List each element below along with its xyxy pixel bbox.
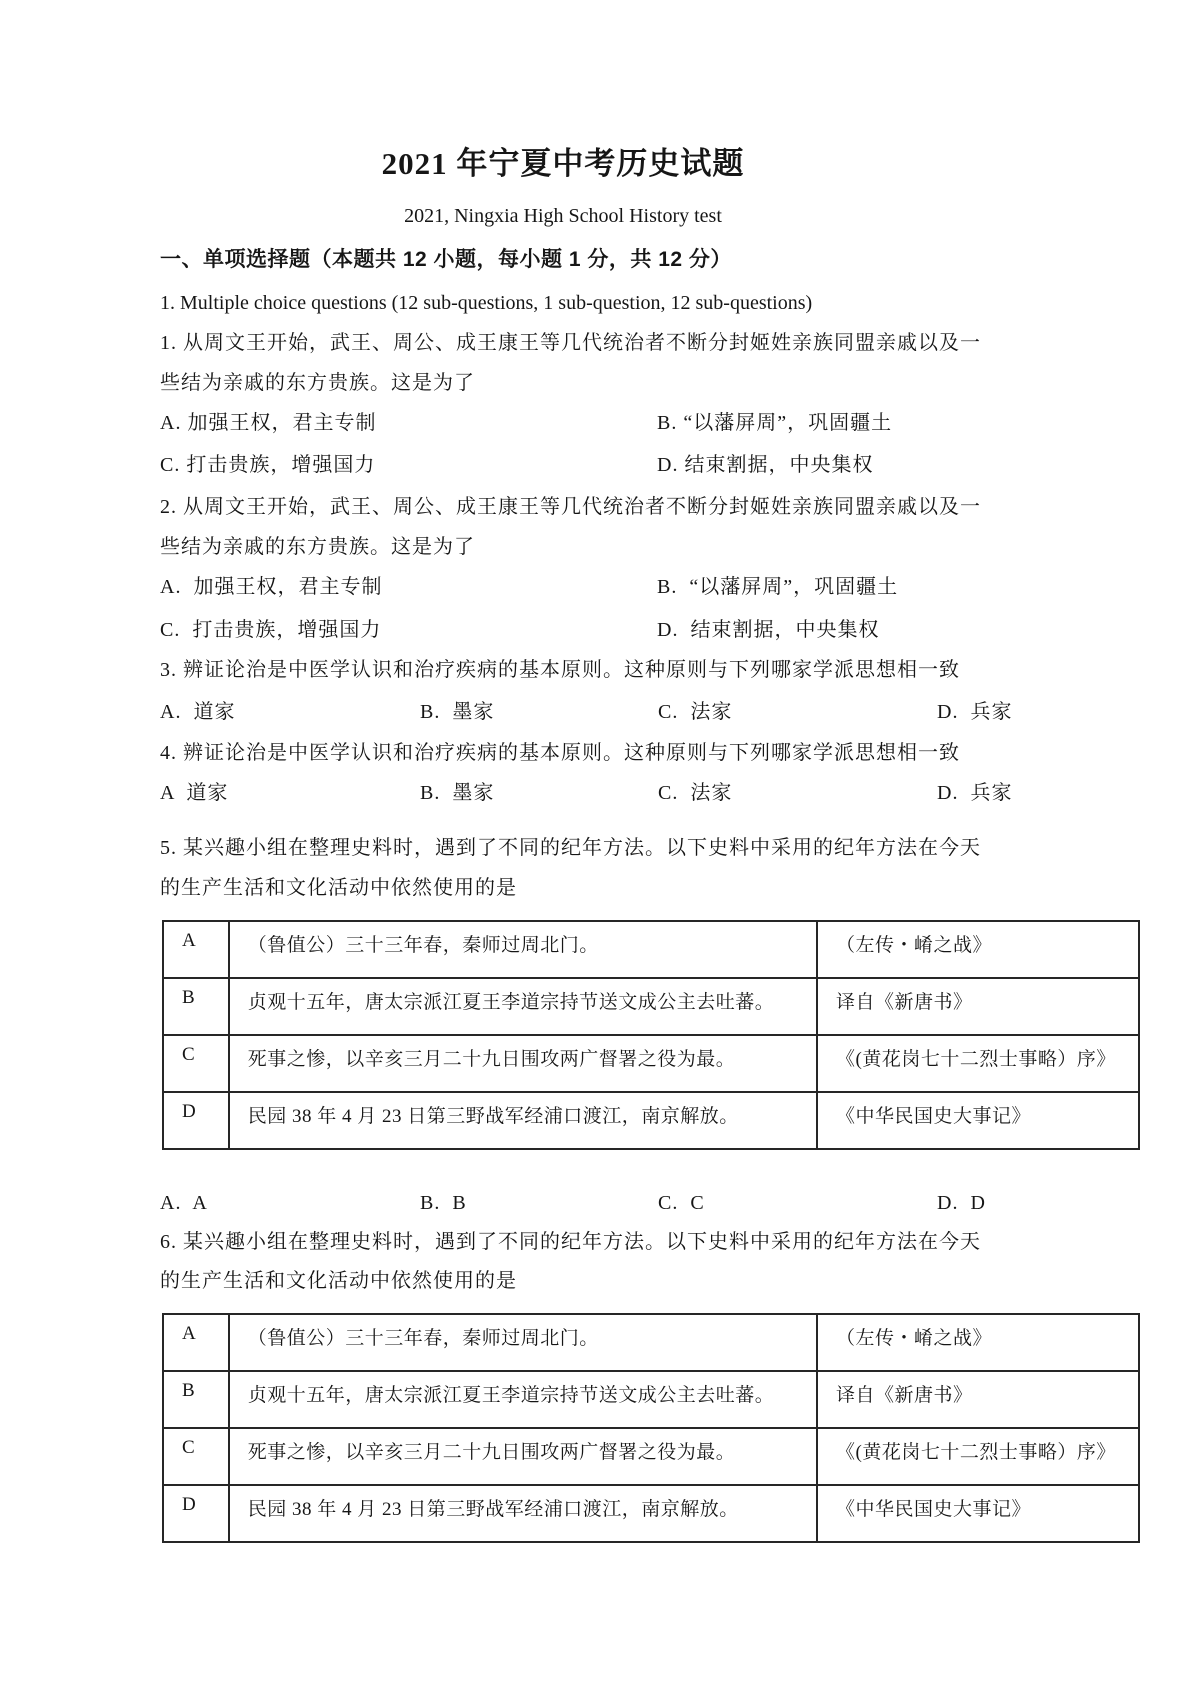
question-3-option-d: D. 兵家 bbox=[937, 701, 1013, 723]
source-text-cell: 死事之惨，以辛亥三月二十九日围攻两广督署之役为最。 bbox=[229, 1428, 817, 1485]
citation-cell: 译自《新唐书》 bbox=[817, 1371, 1139, 1428]
question-3-option-a: A. 道家 bbox=[160, 701, 236, 723]
question-2-options-cd bbox=[160, 610, 1120, 650]
question-4-option-b: B. 墨家 bbox=[420, 782, 495, 804]
question-5-text-line-2: 的生产生活和文化活动中依然使用的是 bbox=[160, 877, 517, 899]
citation-cell: 《中华民国史大事记》 bbox=[817, 1485, 1139, 1542]
source-text-cell: 死事之惨，以辛亥三月二十九日围攻两广督署之役为最。 bbox=[229, 1035, 817, 1092]
question-1-text-line-2: 些结为亲戚的东方贵族。这是为了 bbox=[160, 372, 475, 394]
question-3-option-c: C. 法家 bbox=[658, 701, 733, 723]
page-title: 2021 年宁夏中考历史试题 bbox=[381, 146, 745, 181]
question-2-option-c: C. 打击贵族，增强国力 bbox=[160, 619, 382, 641]
source-text-cell: 贞观十五年，唐太宗派江夏王李道宗持节送文成公主去吐蕃。 bbox=[229, 978, 817, 1035]
citation-cell: 译自《新唐书》 bbox=[817, 978, 1139, 1035]
section-heading: 一、单项选择题（本题共 12 小题，每小题 1 分，共 12 分） bbox=[160, 248, 732, 271]
question-5-text-line-1: 5. 某兴趣小组在整理史料时，遇到了不同的纪年方法。以下史料中采用的纪年方法在今天 bbox=[160, 837, 981, 859]
source-text-cell: （鲁值公）三十三年春，秦师过周北门。 bbox=[229, 921, 817, 978]
question-2-text-line-1: 2. 从周文王开始，武王、周公、成王康王等几代统治者不断分封姬姓亲族同盟亲戚以及一 bbox=[160, 496, 981, 518]
question-2-options-ab bbox=[160, 567, 1120, 607]
question-2-option-b: B. “以藩屏周”，巩固疆土 bbox=[657, 576, 899, 598]
question-1-option-a: A. 加强王权，君主专制 bbox=[160, 412, 377, 434]
question-6-text-line-2: 的生产生活和文化活动中依然使用的是 bbox=[160, 1270, 517, 1292]
question-5-option-b: B. B bbox=[420, 1192, 467, 1214]
question-4-options bbox=[160, 773, 1120, 813]
question-1-options-cd bbox=[160, 445, 1120, 485]
table-row bbox=[163, 1371, 1139, 1428]
table-row bbox=[163, 921, 1139, 978]
source-text-cell: （鲁值公）三十三年春，秦师过周北门。 bbox=[229, 1314, 817, 1371]
citation-cell: （左传・崤之战》 bbox=[817, 921, 1139, 978]
question-5-option-a: A. A bbox=[160, 1192, 208, 1214]
question-1-text-line-1: 1. 从周文王开始，武王、周公、成王康王等几代统治者不断分封姬姓亲族同盟亲戚以及一 bbox=[160, 332, 981, 354]
row-label-cell: A bbox=[163, 921, 229, 978]
citation-cell: 《(黄花岗七十二烈士事略）序》 bbox=[817, 1428, 1139, 1485]
question-6-source-table bbox=[162, 1313, 1140, 1543]
citation-cell: （左传・崤之战》 bbox=[817, 1314, 1139, 1371]
question-1-options-ab bbox=[160, 403, 1120, 443]
row-label-cell: A bbox=[163, 1314, 229, 1371]
table-row bbox=[163, 978, 1139, 1035]
question-1-option-b: B. “以藩屏周”，巩固疆土 bbox=[657, 412, 893, 434]
row-label-cell: C bbox=[163, 1035, 229, 1092]
question-4-option-d: D. 兵家 bbox=[937, 782, 1013, 804]
question-5-option-d: D. D bbox=[937, 1192, 986, 1214]
page-subtitle: 2021, Ningxia High School History test bbox=[404, 205, 722, 227]
row-label-cell: D bbox=[163, 1485, 229, 1542]
row-label-cell: D bbox=[163, 1092, 229, 1149]
table-row bbox=[163, 1092, 1139, 1149]
question-3-options bbox=[160, 692, 1120, 732]
citation-cell: 《中华民国史大事记》 bbox=[817, 1092, 1139, 1149]
table-row bbox=[163, 1485, 1139, 1542]
question-2-option-d: D. 结束割据，中央集权 bbox=[657, 619, 880, 641]
question-3-text: 3. 辨证论治是中医学认识和治疗疾病的基本原则。这种原则与下列哪家学派思想相一致 bbox=[160, 659, 960, 681]
question-2-option-a: A. 加强王权，君主专制 bbox=[160, 576, 383, 598]
question-4-option-a: A 道家 bbox=[160, 782, 229, 804]
source-text-cell: 民园 38 年 4 月 23 日第三野战军经浦口渡江，南京解放。 bbox=[229, 1485, 817, 1542]
table-row bbox=[163, 1428, 1139, 1485]
source-text-cell: 贞观十五年，唐太宗派江夏王李道宗持节送文成公主去吐蕃。 bbox=[229, 1371, 817, 1428]
row-label-cell: B bbox=[163, 1371, 229, 1428]
question-5-answer-options bbox=[160, 1183, 1120, 1223]
question-5-source-table bbox=[162, 920, 1140, 1150]
row-label-cell: C bbox=[163, 1428, 229, 1485]
question-3-option-b: B. 墨家 bbox=[420, 701, 495, 723]
table-row bbox=[163, 1035, 1139, 1092]
citation-cell: 《(黄花岗七十二烈士事略）序》 bbox=[817, 1035, 1139, 1092]
question-1-option-d: D. 结束割据，中央集权 bbox=[657, 454, 874, 476]
question-1-option-c: C. 打击贵族，增强国力 bbox=[160, 454, 376, 476]
question-6-text-line-1: 6. 某兴趣小组在整理史料时，遇到了不同的纪年方法。以下史料中采用的纪年方法在今天 bbox=[160, 1231, 981, 1253]
question-5-option-c: C. C bbox=[658, 1192, 705, 1214]
question-4-option-c: C. 法家 bbox=[658, 782, 733, 804]
intro-line-en: 1. Multiple choice questions (12 sub-questions, 1 sub-question, 12 sub-questions) bbox=[160, 292, 813, 314]
row-label-cell: B bbox=[163, 978, 229, 1035]
question-2-text-line-2: 些结为亲戚的东方贵族。这是为了 bbox=[160, 536, 475, 558]
question-4-text: 4. 辨证论治是中医学认识和治疗疾病的基本原则。这种原则与下列哪家学派思想相一致 bbox=[160, 742, 960, 764]
source-text-cell: 民园 38 年 4 月 23 日第三野战军经浦口渡江，南京解放。 bbox=[229, 1092, 817, 1149]
table-row bbox=[163, 1314, 1139, 1371]
